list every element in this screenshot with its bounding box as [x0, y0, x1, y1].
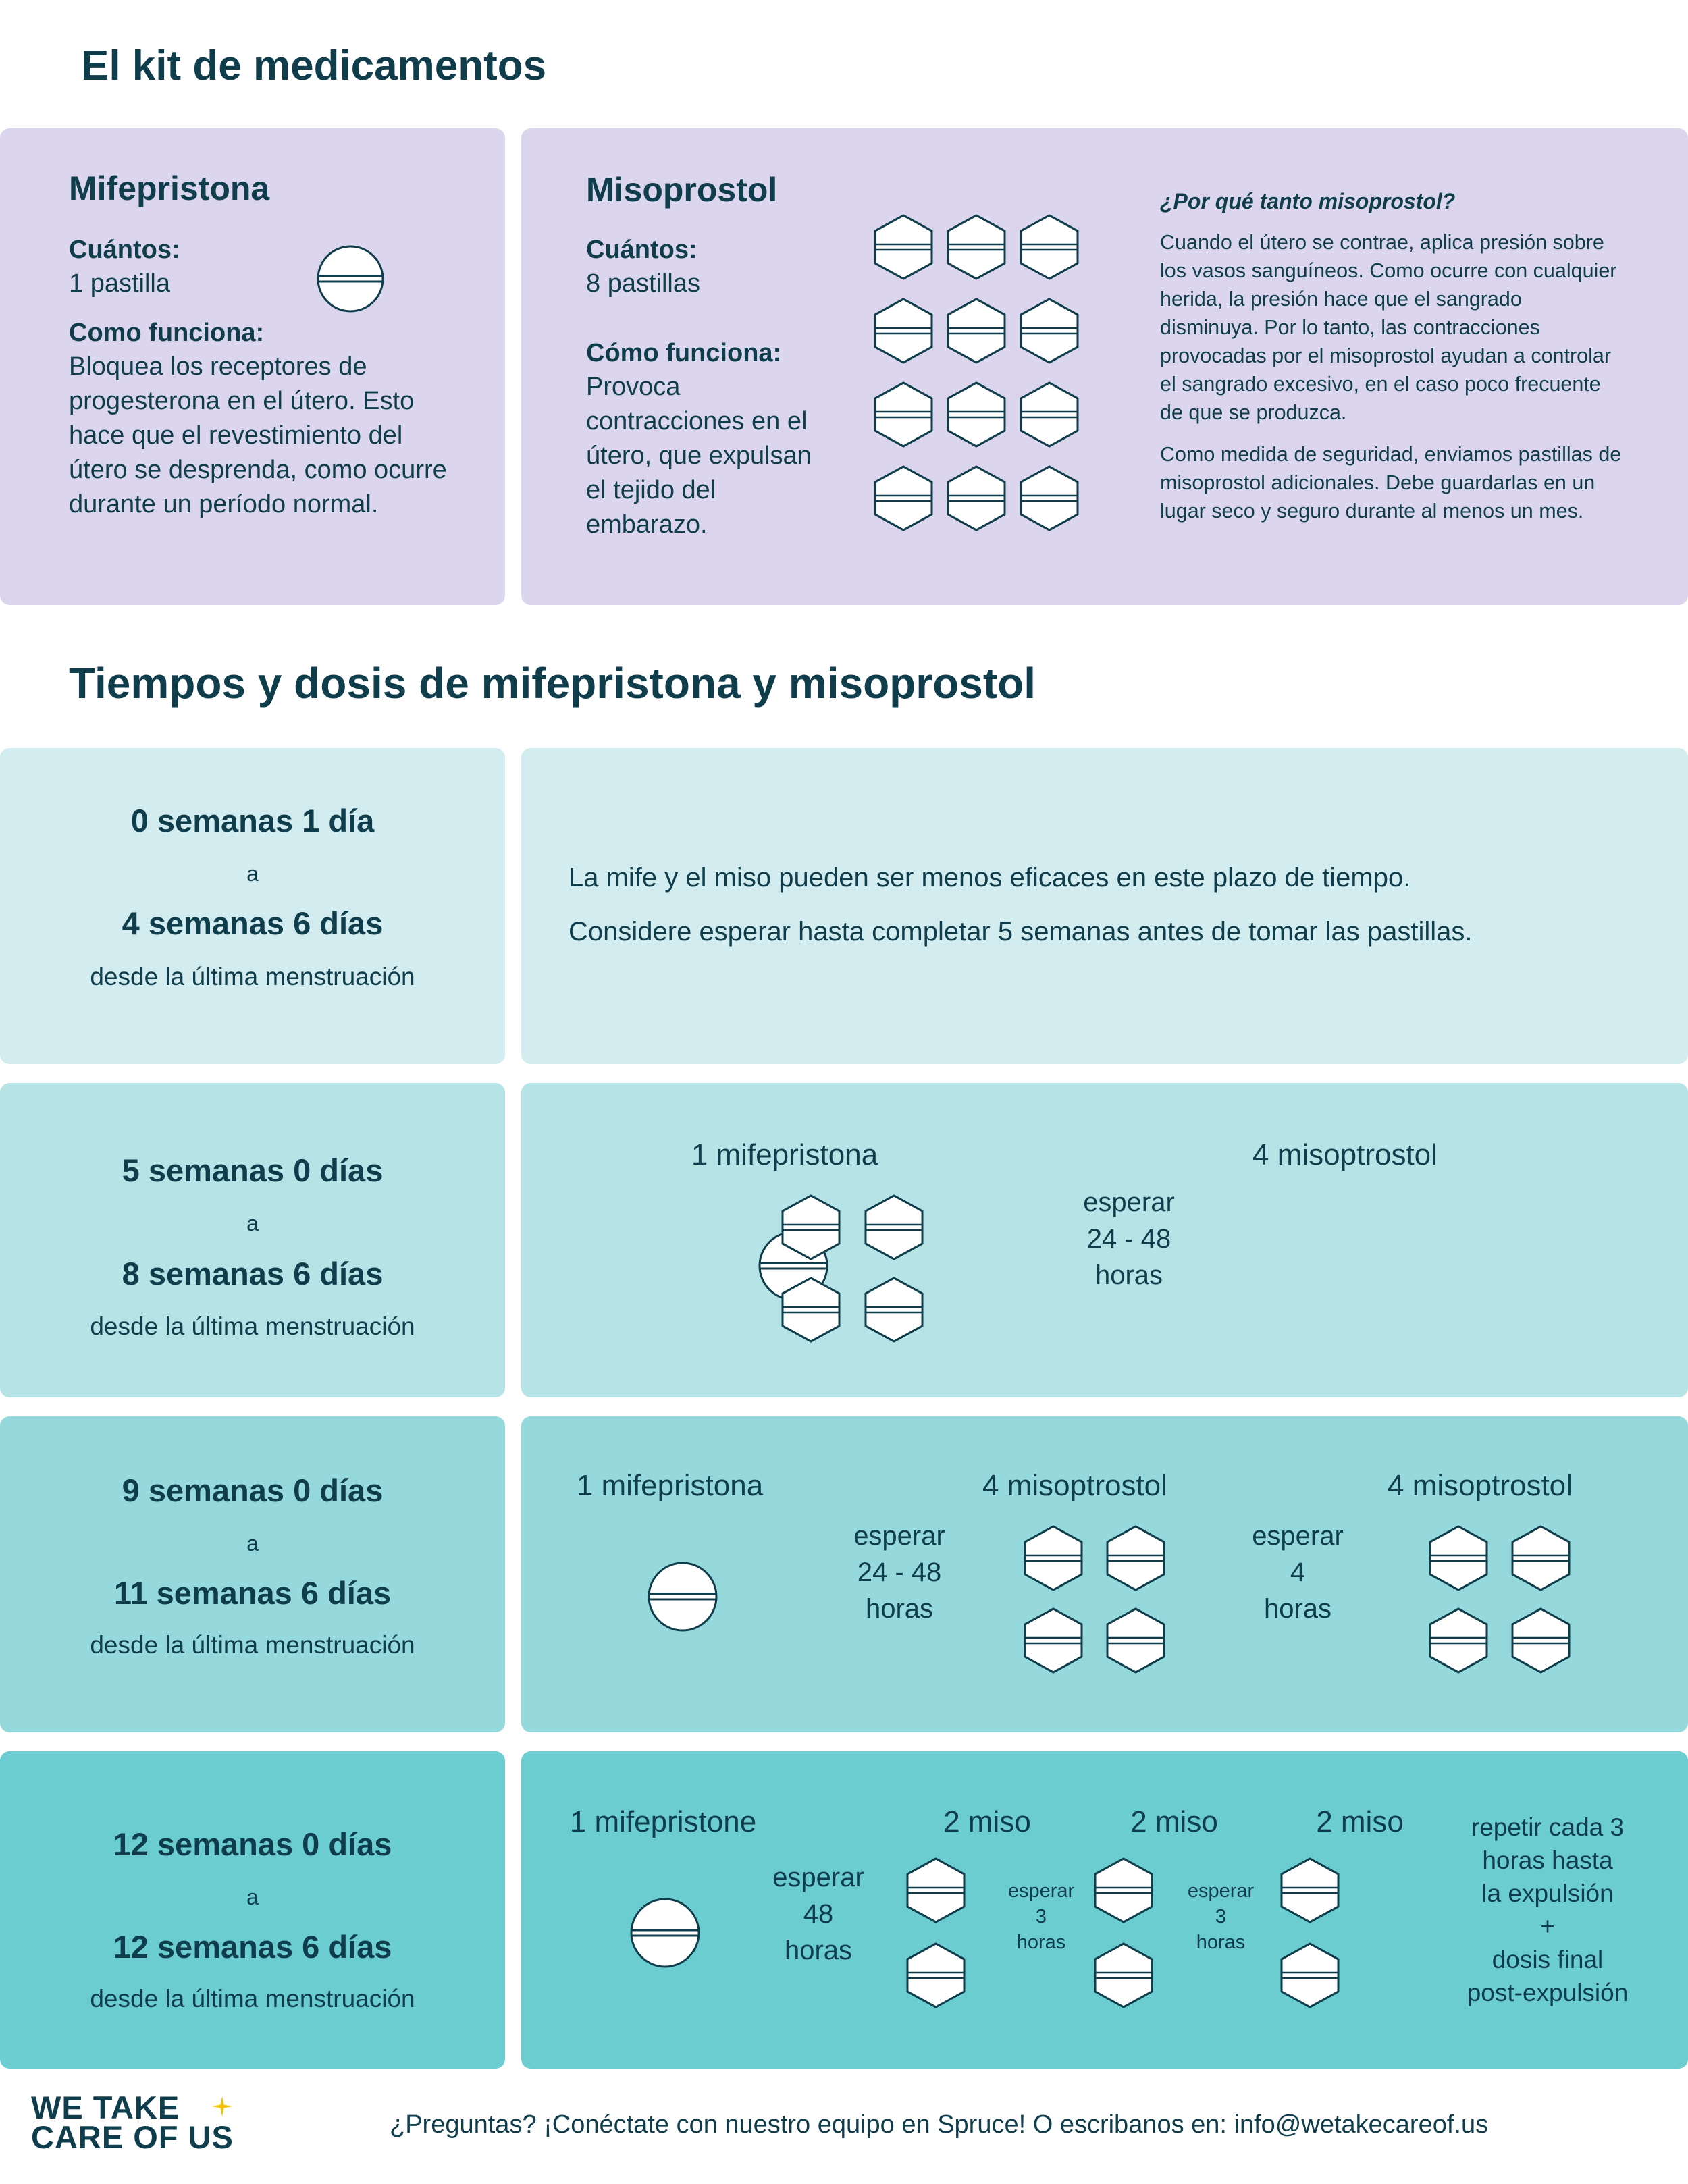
- row-4-wait-1: esperar: [772, 1863, 864, 1892]
- row-4-from: 12 semanas 0 días: [113, 1826, 392, 1862]
- row-1-to: 4 semanas 6 días: [122, 905, 384, 941]
- hexagon-pill-icon: [863, 1194, 925, 1261]
- row-3-from: 9 semanas 0 días: [122, 1472, 384, 1508]
- row-1-since: desde la última menstruación: [90, 963, 415, 990]
- round-pill-icon: [316, 244, 385, 313]
- row-3-wait-a-3: horas: [865, 1594, 934, 1624]
- row-4-miso-c: 2 miso: [1316, 1805, 1404, 1838]
- logo[interactable]: [31, 2089, 234, 2155]
- row-4-miso-b: 2 miso: [1130, 1805, 1218, 1838]
- hexagon-pill-icon: [780, 1194, 842, 1261]
- row-4-small-wait-2: [1167, 1878, 1275, 1955]
- row-1-line-2: Considere esperar hasta completar 5 semanas antes de tomar las pastillas.: [569, 917, 1473, 947]
- miso-count-value: 8 pastillas: [586, 269, 700, 298]
- hexagon-pill-icon: [1105, 1607, 1167, 1674]
- why-title: ¿Por qué tanto misoprostol?: [1160, 189, 1456, 213]
- hexagon-pill-icon: [1092, 1942, 1155, 2009]
- mife-count-label: Cuántos:: [69, 236, 180, 264]
- hexagon-pill-icon: [1018, 297, 1080, 365]
- hexagon-pill-icon: [872, 464, 934, 532]
- logo-line-2: CARE OF US: [31, 2119, 234, 2155]
- row-4-wait-3: horas: [784, 1936, 853, 1965]
- kit-title: El kit de medicamentos: [81, 43, 547, 89]
- hexagon-pill-icon: [1427, 1607, 1489, 1674]
- mife-name: Mifepristona: [69, 169, 270, 207]
- row-3-miso-label-1: 4 misoptrostol: [982, 1469, 1167, 1502]
- row-4-to-word: a: [246, 1885, 259, 1909]
- hexagon-pill-icon: [872, 297, 934, 365]
- row-1-to-word: a: [246, 861, 259, 886]
- timing-title: Tiempos y dosis de mifepristona y misoprostol: [69, 659, 1036, 708]
- hexagon-pill-icon: [872, 381, 934, 448]
- hexagon-pill-icon: [905, 1942, 967, 2009]
- hexagon-pill-icon: [945, 464, 1007, 532]
- row-4-small-wait-2-b: 3: [1215, 1906, 1227, 1927]
- hexagon-pill-icon: [1092, 1857, 1155, 1924]
- hexagon-pill-icon: [1105, 1524, 1167, 1592]
- hexagon-pill-icon: [1018, 464, 1080, 532]
- row-4-repeat-5: dosis final: [1492, 1946, 1604, 1973]
- row-4-small-wait-1-b: 3: [1035, 1906, 1047, 1927]
- row-2-miso-label: 4 misoptrostol: [1252, 1138, 1438, 1171]
- round-pill-icon: [629, 1897, 701, 1969]
- row-4-wait: [724, 1859, 913, 1969]
- row-4-small-wait-2-a: esperar: [1187, 1880, 1255, 1902]
- hexagon-pill-icon: [1022, 1607, 1084, 1674]
- row-3-range: [0, 1416, 505, 1732]
- mifepristone-panel: [0, 128, 505, 605]
- row-4-repeat-3: la expulsión: [1481, 1880, 1614, 1907]
- miso-name: Misoprostol: [586, 171, 778, 209]
- row-4-mife-label: 1 mifepristone: [569, 1805, 757, 1838]
- hexagon-pill-icon: [905, 1857, 967, 1924]
- row-4-small-wait-1-c: horas: [1016, 1932, 1066, 1953]
- row-4-detail: [521, 1751, 1688, 2069]
- row-2-range: [0, 1083, 505, 1397]
- row-2-wait: [1001, 1184, 1257, 1294]
- row-1-range: [0, 748, 505, 1064]
- hexagon-pill-icon: [1510, 1607, 1572, 1674]
- row-3-since: desde la última menstruación: [90, 1631, 415, 1659]
- row-3-to: 11 semanas 6 días: [113, 1575, 392, 1611]
- row-2-since: desde la última menstruación: [90, 1312, 415, 1340]
- row-4-repeat: [1419, 1811, 1676, 2009]
- sparkle-icon: [211, 2095, 234, 2118]
- hexagon-pill-icon: [1279, 1942, 1341, 2009]
- hexagon-pill-icon: [945, 381, 1007, 448]
- row-2-to: 8 semanas 6 días: [122, 1256, 384, 1291]
- hexagon-pill-icon: [1279, 1857, 1341, 1924]
- row-4-repeat-4: +: [1540, 1913, 1555, 1940]
- row-3-wait-b-1: esperar: [1252, 1521, 1344, 1551]
- miso-count-label: Cuántos:: [586, 236, 697, 264]
- why-paragraph-1: Cuando el útero se contrae, aplica presión sobre los vasos sanguíneos. Como ocurre con cualquier herida, la presión hace que el sangrado disminuya. Por lo tanto, las contracciones provocadas por el misoprostol ayudan a controlar el sangrado excesivo, en el caso poco frecuente de que se produzca.: [1160, 231, 1617, 424]
- footer-contact[interactable]: ¿Preguntas? ¡Conéctate con nuestro equipo en Spruce! O escribanos en: info@wetakecareof.us: [390, 2110, 1489, 2139]
- row-4-since: desde la última menstruación: [90, 1985, 415, 2013]
- hexagon-pill-icon: [1018, 213, 1080, 281]
- row-3-mife-label: 1 mifepristona: [576, 1469, 764, 1502]
- row-2-wait-3: horas: [1094, 1260, 1163, 1290]
- why-paragraph-2: Como medida de seguridad, enviamos pastillas de misoprostol adicionales. Debe guardarlas en un lugar seco y seguro durante al menos un mes.: [1160, 443, 1622, 523]
- row-4-repeat-1: repetir cada 3: [1471, 1813, 1625, 1841]
- row-4-small-wait-2-c: horas: [1196, 1932, 1246, 1953]
- row-3-to-word: a: [246, 1531, 259, 1555]
- row-4-to: 12 semanas 6 días: [113, 1929, 392, 1965]
- row-3-wait-a-1: esperar: [853, 1521, 945, 1551]
- row-1-from: 0 semanas 1 día: [130, 803, 375, 838]
- row-2-mife-label: 1 mifepristona: [691, 1138, 878, 1171]
- row-2-from: 5 semanas 0 días: [122, 1152, 384, 1188]
- round-pill-icon: [647, 1561, 718, 1632]
- row-3-miso-label-2: 4 misoptrostol: [1388, 1469, 1573, 1502]
- hexagon-pill-icon: [1018, 381, 1080, 448]
- row-3-wait-a: [785, 1518, 1014, 1627]
- row-4-range: [0, 1751, 505, 2069]
- row-4-repeat-2: horas hasta: [1482, 1846, 1613, 1874]
- hexagon-pill-icon: [872, 213, 934, 281]
- row-4-miso-a: 2 miso: [943, 1805, 1031, 1838]
- logo-line-1: WE TAKE: [31, 2089, 180, 2125]
- row-3-wait-b: [1196, 1518, 1399, 1627]
- row-4-repeat-6: post-expulsión: [1467, 1979, 1629, 2006]
- row-4-small-wait-1: [987, 1878, 1095, 1955]
- miso-how-text: Provoca contracciones en el útero, que expulsan el tejido del embarazo.: [586, 373, 812, 539]
- hexagon-pill-icon: [863, 1276, 925, 1343]
- hexagon-pill-icon: [1022, 1524, 1084, 1592]
- row-3-wait-b-3: horas: [1263, 1594, 1332, 1624]
- row-3-wait-b-2: 4: [1290, 1557, 1306, 1587]
- row-2-wait-2: 24 - 48: [1086, 1224, 1171, 1254]
- row-3-wait-a-2: 24 - 48: [857, 1557, 942, 1587]
- row-4-wait-2: 48: [803, 1899, 834, 1929]
- mife-how-label: Como funciona:: [69, 319, 265, 347]
- row-2-wait-1: esperar: [1083, 1188, 1175, 1217]
- hexagon-pill-icon: [945, 297, 1007, 365]
- row-1-detail: [521, 748, 1688, 1064]
- hexagon-pill-icon: [780, 1276, 842, 1343]
- hexagon-pill-icon: [1427, 1524, 1489, 1592]
- hexagon-pill-icon: [945, 213, 1007, 281]
- row-2-detail: [521, 1083, 1688, 1397]
- misoprostol-panel: [521, 128, 1688, 605]
- row-3-detail: [521, 1416, 1688, 1732]
- row-4-small-wait-1-a: esperar: [1007, 1880, 1075, 1902]
- row-2-to-word: a: [246, 1211, 259, 1235]
- mife-how-text: Bloquea los receptores de progesterona en el útero. Esto hace que el revestimiento del útero se desprenda, como ocurre durante un período normal.: [69, 352, 447, 518]
- row-1-line-1: La mife y el miso pueden ser menos eficaces en este plazo de tiempo.: [569, 863, 1411, 893]
- hexagon-pill-icon: [1510, 1524, 1572, 1592]
- miso-how-label: Cómo funciona:: [586, 339, 782, 367]
- mife-count-value: 1 pastilla: [69, 269, 170, 298]
